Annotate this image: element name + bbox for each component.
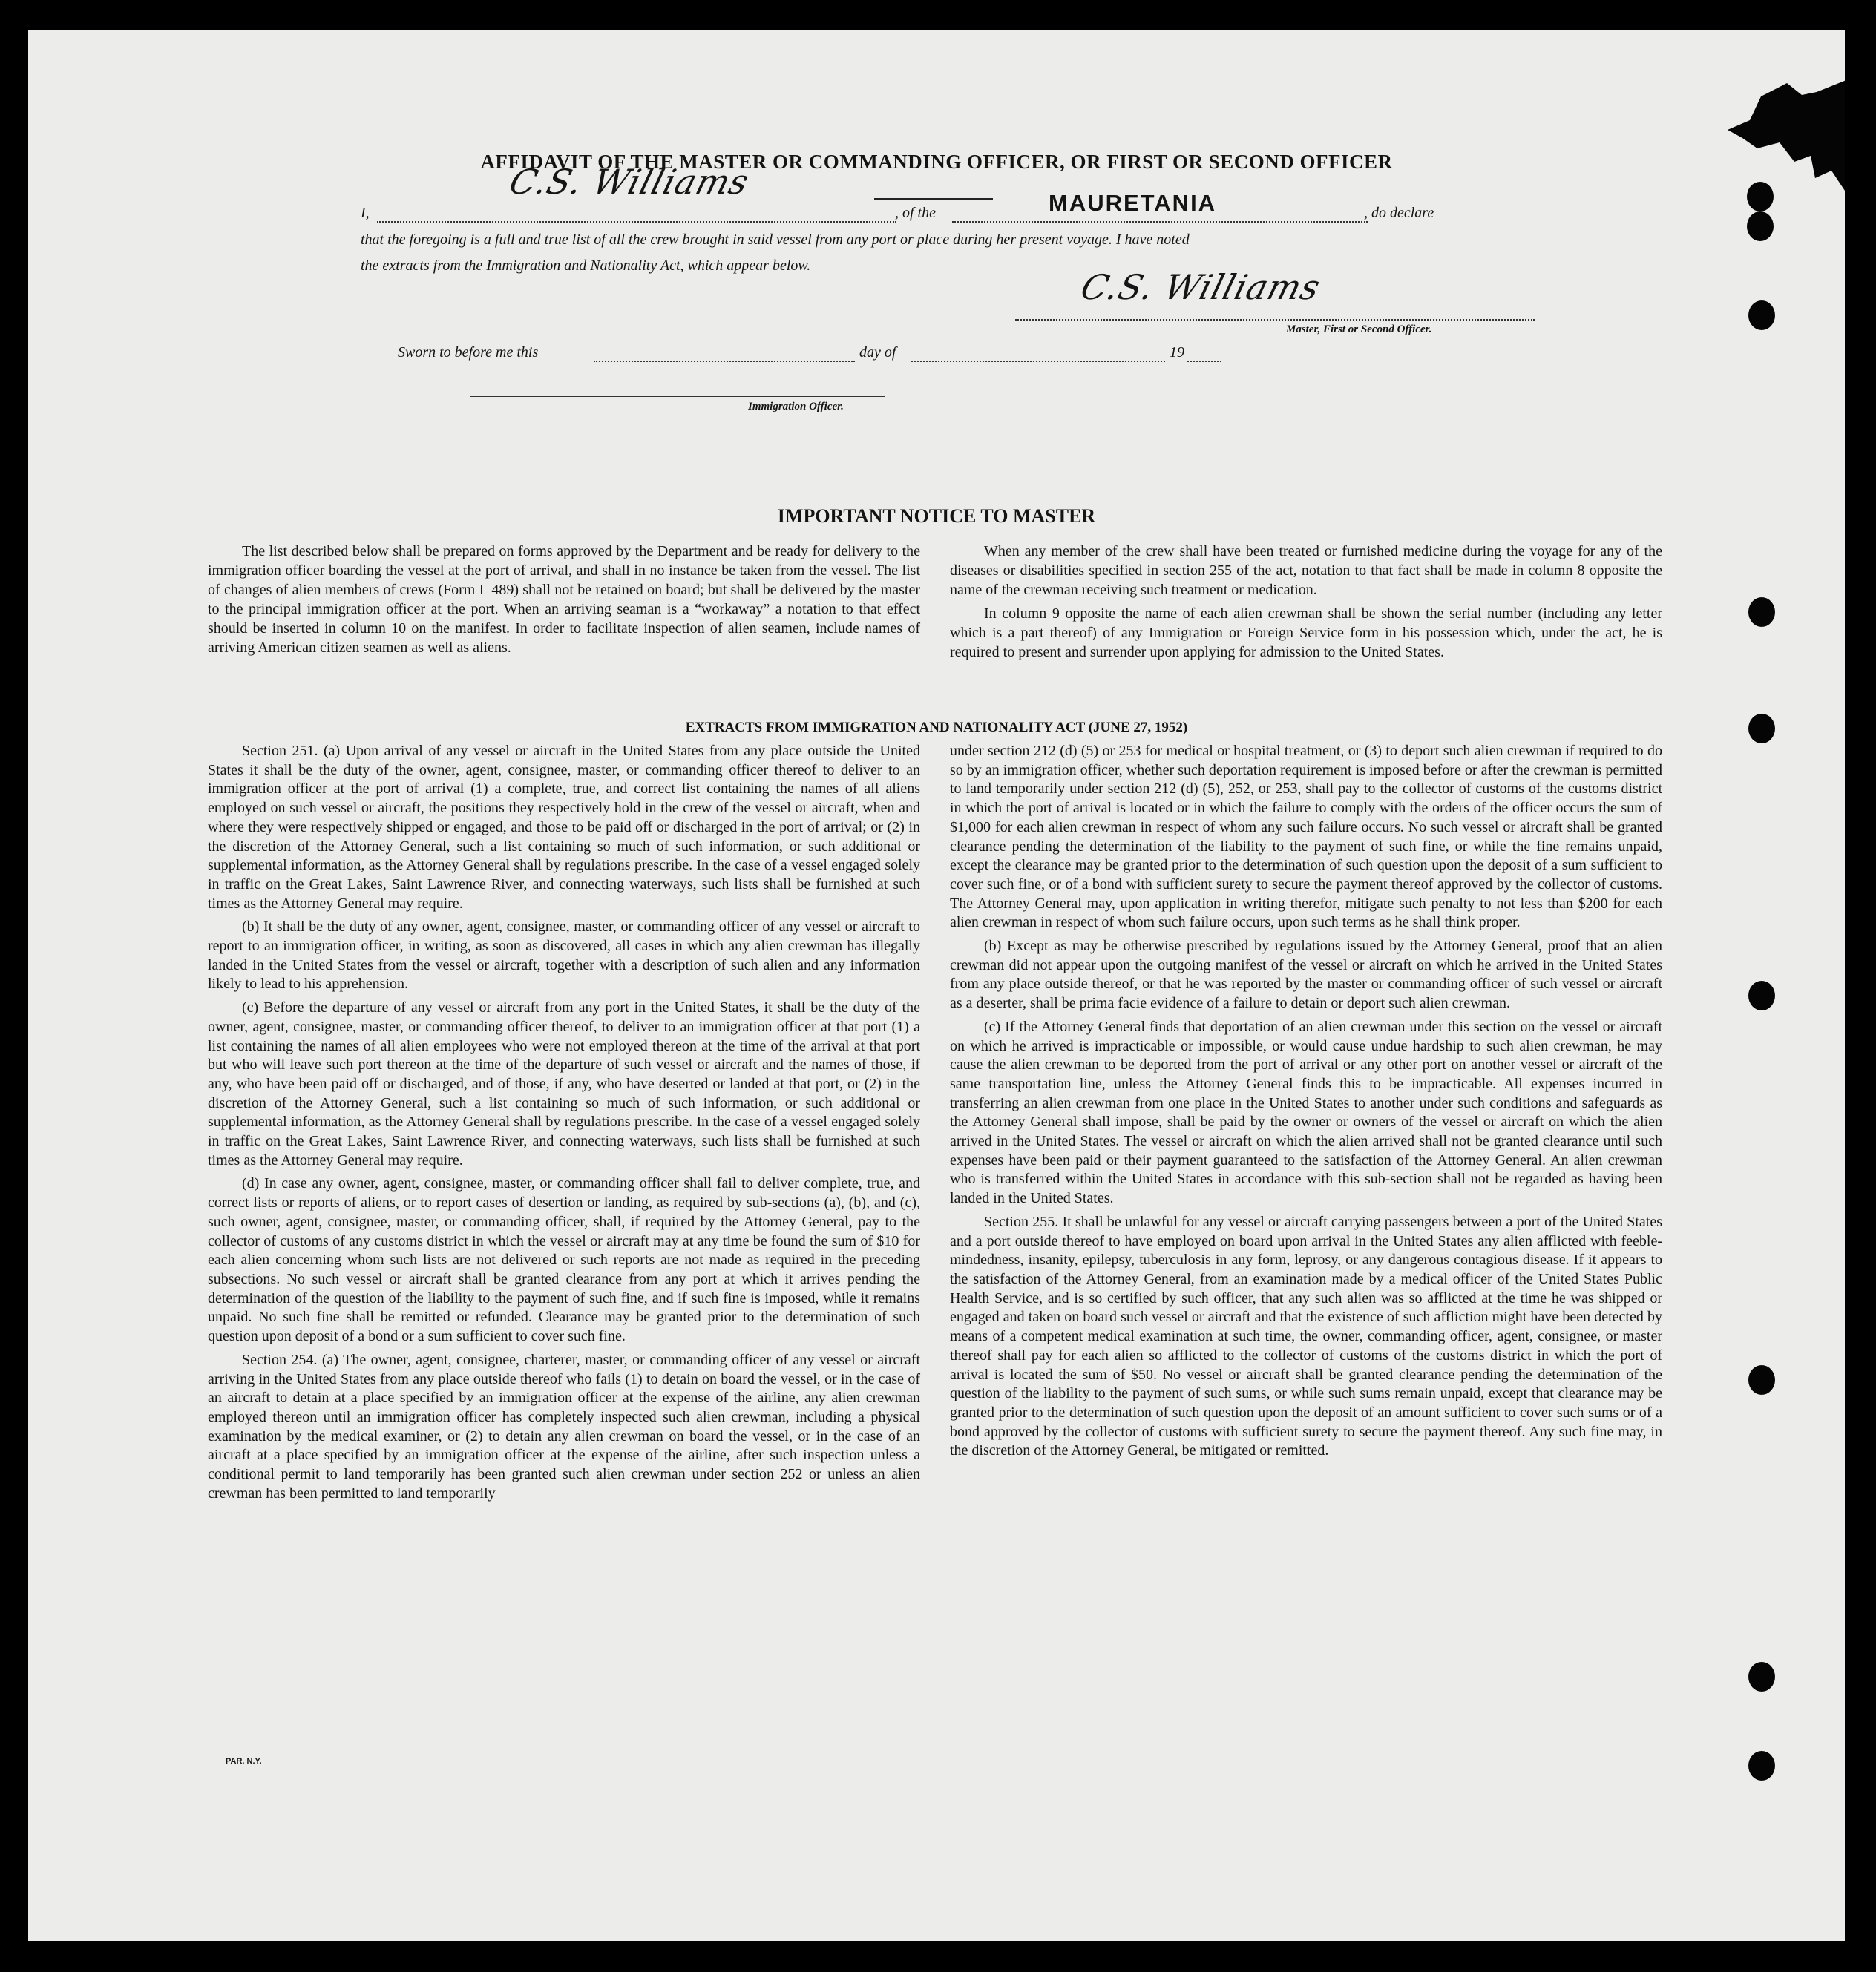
- section-251-b: (b) It shall be the duty of any owner, agent, consignee, master, or commanding officer of any vessel or aircraft to report to an immigration officer, in writing, as soon as discovered, all cases in which any alien crewman has illegally landed in the United States from the vessel or aircraft, together with a description of such alien and any information likely to lead to his apprehension.: [208, 918, 920, 993]
- extracts-right-column: [950, 742, 1662, 1465]
- section-254-c: (c) If the Attorney General finds that deportation of an alien crewman under this section on the vessel or aircraft on which he arrived is impracticable or impossible, or would cause undue hardship to such alien crewman, he may cause the alien crewman to be deported from the port of arrival or any other port on another vessel or aircraft of the same transportation line, unless the Attorney General finds this to be impracticable. All expenses incurred in transferring an alien crewman from one place in the United States to another under such conditions and safeguards as the Attorney General shall impose, shall be paid by the owner or owners of the vessel or aircraft on which the alien arrived in the United States. The vessel or aircraft on which the alien arrived shall not be granted clearance until such expenses have been paid or their payment guaranteed to the satisfaction of the Attorney General. An alien crewman who is transferred within the United States in accordance with this sub-section shall not be regarded as having been landed in the United States.: [950, 1018, 1662, 1207]
- punch-hole: [1748, 1751, 1775, 1781]
- i-label: I,: [361, 205, 370, 221]
- title-rule: [874, 198, 993, 200]
- section-254-b: (b) Except as may be otherwise prescribed by regulations issued by the Attorney General, proof that an alien crewman did not appear upon the outgoing manifest of the vessel or aircraft on which he arrived in the United States from any place outside thereof, or that he was reported by the master or commanding officer of such vessel or aircraft as a deserter, shall be prima facie evidence of a failure to detain or deport such alien crewman.: [950, 938, 1662, 1012]
- name-line: [377, 221, 896, 223]
- master-caption: Master, First or Second Officer.: [1286, 323, 1432, 335]
- punch-hole: [1748, 1365, 1775, 1395]
- master-signature-line: [1015, 319, 1535, 321]
- notice-right-paragraph-1: When any member of the crew shall have been treated or furnished medicine during the voyage for any of the diseases or disabilities specified in section 255 of the act, notation to that fact shall be made in column 8 opposite the name of the crewman receiving such treatment or medication.: [950, 543, 1662, 598]
- extracts-left-column: [208, 742, 920, 1508]
- section-254-a: Section 254. (a) The owner, agent, consignee, charterer, master, or commanding officer of any vessel or aircraft arriving in the United States from any place outside thereof who fails (1) to detain on board the vessel, or in the case of an aircraft to detain at a place specified by an immigration officer at the expense of the airline, any alien crewman employed thereon until an immigration officer has completely inspected such alien crewman, including a physical examination by the medical examiner, or (2) to detain any alien crewman on board the vessel, or in the case of an aircraft at a place specified by an immigration officer at the expense of the airline, after such inspection unless a conditional permit to land temporarily has been granted such alien crewman under section 252 or unless an alien crewman has been permitted to land temporarily: [208, 1351, 920, 1502]
- of-the-label: , of the: [895, 205, 936, 221]
- section-251-d: (d) In case any owner, agent, consignee, master, or commanding officer shall fail to deliver complete, true, and correct lists or reports of aliens, or to report cases of desertion or landing, as required by sub-sections (a), (b), and (c), such owner, agent, consignee, master, or commanding officer, shall, if required by the Attorney General, pay to the collector of customs of any customs district in which the vessel or aircraft may at any time be found the sum of $10 for each alien concerning whom such lists are not delivered or such reports are not made as required in the preceding subsections. No such vessel or aircraft shall be granted clearance from any port at which it arrives pending the determination of the question of the liability to the payment of such fine, and if such fine is imposed, while it remains unpaid. No such fine shall be remitted or refunded. Clearance may be granted prior to the determination of such question upon deposit of a bond or a sum sufficient to cover such fine.: [208, 1175, 920, 1345]
- year-line: [1187, 361, 1221, 362]
- document-page: [28, 30, 1845, 1941]
- do-declare-label: , do declare: [1364, 205, 1434, 221]
- sworn-line: [594, 361, 855, 362]
- sworn-label: Sworn to before me this: [398, 344, 539, 361]
- punch-hole: [1748, 1662, 1775, 1692]
- notice-right-column: [950, 542, 1662, 666]
- notice-left-paragraph: The list described below shall be prepared on forms approved by the Department and be ready for delivery to the immigration officer boarding the vessel at the port of arrival, and shall in no instance be taken from the vessel. The list of changes of alien members of crews (Form I–489) shall not be retained on board; but shall be delivered by the master to the principal immigration officer at the port. When an arriving seaman is a “workaway” a notation to that effect should be inserted in column 10 on the manifest. In order to facilitate inspection of alien seamen, include names of arriving American citizen seamen as well as aliens.: [208, 543, 920, 656]
- punch-hole: [1748, 300, 1775, 330]
- notice-title: IMPORTANT NOTICE TO MASTER: [777, 505, 1096, 527]
- master-signature: C.S. Williams: [1076, 267, 1325, 307]
- section-251-c: (c) Before the departure of any vessel or aircraft from any port in the United States, it shall be the duty of the owner, agent, consignee, master, or commanding officer thereof, to deliver to an immigration officer at that port (1) a list containing the names of all alien employees who were not employed thereon at the time of the arrival at that port but who will leave such port thereon at the time of the departure of such vessel or aircraft and the names of those, if any, who have been paid off or discharged, and of those, if any, who have deserted or landed at that port, or (2) in the discretion of the Attorney General, such a list containing so much of such information, or such additional or supplemental information, as the Attorney General shall by regulations prescribe. In the case of a vessel engaged solely in traffic on the Great Lakes, Saint Lawrence River, and connecting waterways, such lists shall be furnished at such times as the Attorney General may require.: [208, 999, 920, 1169]
- punch-hole: [1747, 211, 1774, 241]
- declaration-line-1: that the foregoing is a full and true list of all the crew brought in said vessel from any port or place during her present voyage. I have noted: [361, 231, 1190, 248]
- notice-left-column: [208, 542, 920, 662]
- vessel-line: [952, 221, 1368, 223]
- officer-caption: Immigration Officer.: [748, 401, 844, 413]
- punch-hole: [1748, 597, 1775, 627]
- section-251-a: Section 251. (a) Upon arrival of any vessel or aircraft in the United States from any place outside the United States it shall be the duty of the owner, agent, consignee, master, or commanding officer thereof to deliver to an immigration officer at the port of arrival (1) a complete, true, and correct list containing the names of all aliens employed on such vessel or aircraft, the positions they respectively hold in the crew of the vessel or aircraft, when and where they were respectively shipped or engaged, and those to be paid off or discharged in the port of arrival; or (2) in the discretion of the Attorney General, such a list containing so much of such information, or such additional or supplemental information, as the Attorney General shall by regulations prescribe. In the case of a vessel engaged solely in traffic on the Great Lakes, Saint Lawrence River, and connecting waterways, such lists shall be furnished at such times as the Attorney General may require.: [208, 743, 920, 912]
- officer-line: [470, 396, 885, 397]
- crew-signature: C.S. Williams: [505, 162, 754, 202]
- section-255: Section 255. It shall be unlawful for any vessel or aircraft carrying passengers between a port of the United States and a port outside thereof to have employed on board upon arrival in the United States any alien afflicted with feeble-mindedness, insanity, epilepsy, tuberculosis in any form, leprosy, or any dangerous contagious disease. If it appears to the satisfaction of the Attorney General, from an examination made by a medical officer of the United States Public Health Service, and is so certified by such officer, that any such alien was so afflicted at the time he was shipped or engaged and taken on board such vessel or aircraft and that the existence of such affliction might have been detected by means of a competent medical examination at such time, the owner, commanding officer, agent, consignee, or master thereof shall pay for each alien so afflicted to the collector of customs of the customs district in which the port of arrival is located the sum of $50. No vessel or aircraft shall be granted clearance pending the determination of the question of the liability to the payment of such sums, or while such sums remain unpaid, except that clearance may be granted prior to the determination of such question upon the deposit of an amount sufficient to cover such sums or of a bond approved by the collector of customs with sufficient surety to secure the payment thereof. Any such fine may, in the discretion of the Attorney General, be mitigated or remitted.: [950, 1213, 1662, 1459]
- section-254-a-cont: under section 212 (d) (5) or 253 for medical or hospital treatment, or (3) to deport such alien crewman if required to do so by an immigration officer, whether such deportation requirement is imposed before or after the crewman is permitted to land temporarily under section 212 (d) (5), 252, or 253, shall pay to the collector of customs of the customs district in which the port of arrival is located or in which the failure to comply with the orders of the officer occurs the sum of $1,000 for each alien crewman in respect of whom any such failure occurs. No such vessel or aircraft shall be granted clearance pending the determination of the liability to the payment of such fine, or while the fine remains unpaid, except the clearance may be granted prior to the determination of such question upon the deposit of a sum sufficient to cover such fine, or of a bond with sufficient surety to secure the payment thereof approved by the collector of customs. The Attorney General may, upon application in writing therefor, mitigate such penalty to not less than $200 for each alien crewman in respect of whom such failure occurs, upon such terms as he shall think proper.: [950, 743, 1662, 931]
- printer-mark: PAR. N.Y.: [226, 1757, 262, 1766]
- month-line: [911, 361, 1165, 362]
- declaration-line-2: the extracts from the Immigration and Nationality Act, which appear below.: [361, 257, 811, 274]
- affidavit-title: AFFIDAVIT OF THE MASTER OR COMMANDING OFFICER, OR FIRST OR SECOND OFFICER: [480, 151, 1393, 173]
- notice-right-paragraph-2: In column 9 opposite the name of each alien crewman shall be shown the serial number (including any letter which is a part thereof) of any Immigration or Foreign Service form in his possession which, under the act, he is required to present and surrender upon applying for admission to the United States.: [950, 605, 1662, 660]
- torn-corner: [1728, 74, 1845, 193]
- vessel-name: MAURETANIA: [1049, 190, 1217, 216]
- year-label: 19: [1170, 344, 1184, 361]
- day-of-label: day of: [859, 344, 896, 361]
- extracts-title: EXTRACTS FROM IMMIGRATION AND NATIONALITY ACT (JUNE 27, 1952): [685, 720, 1188, 735]
- punch-hole: [1748, 981, 1775, 1010]
- punch-hole: [1747, 182, 1774, 211]
